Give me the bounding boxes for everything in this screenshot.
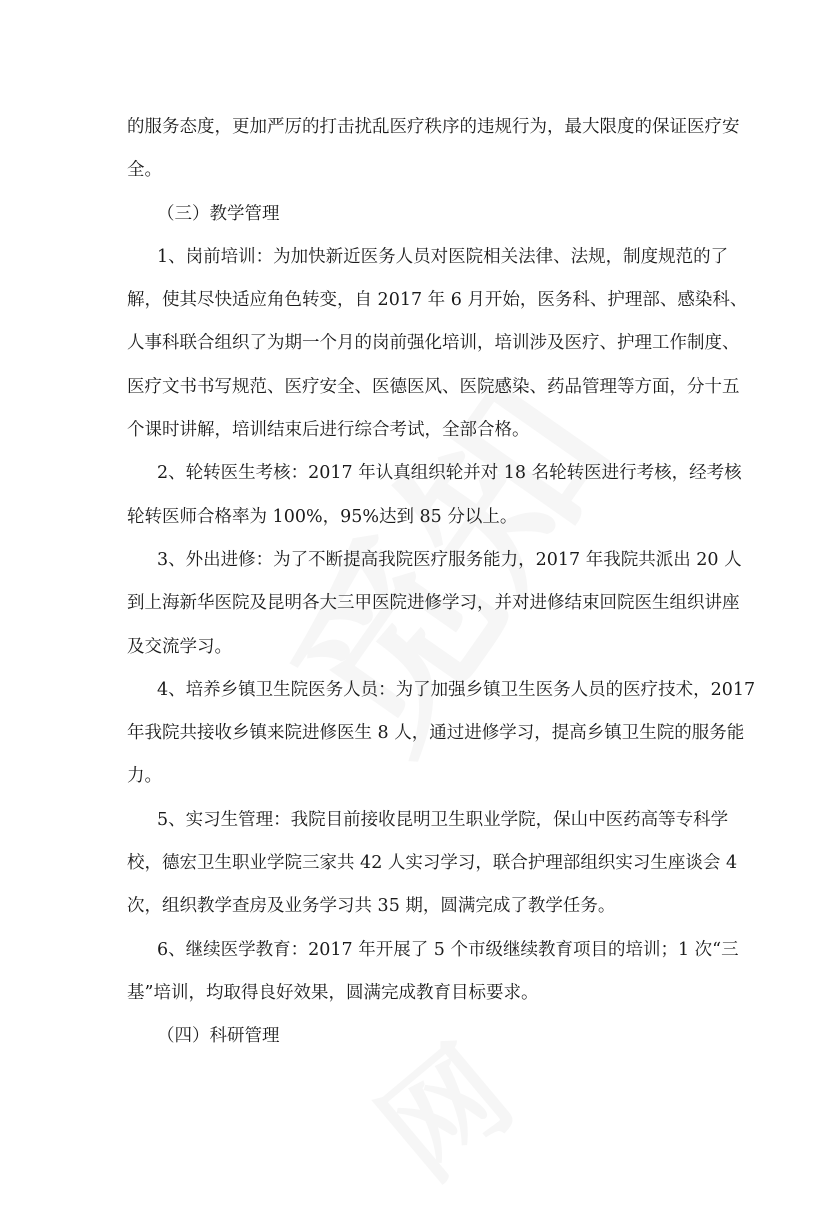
paragraph	[127, 452, 742, 539]
text-line: 到上海新华医院及昆明各大三甲医院进修学习，并对进修结束回院医生组织讲座	[127, 593, 740, 614]
paragraph	[127, 539, 742, 669]
paragraph	[127, 669, 756, 799]
text-line: 及交流学习。	[127, 636, 232, 657]
text-line: （三）教学管理	[157, 203, 280, 224]
text-line: 1、岗前培训：为加快新近医务人员对医院相关法律、法规，制度规范的了	[157, 246, 729, 267]
text-line: 个课时讲解，培训结束后进行综合考试，全部合格。	[127, 420, 530, 441]
text-line: 人事科联合组织了为期一个月的岗前强化培训，培训涉及医疗、护理工作制度、	[127, 333, 740, 354]
text-line: 轮转医师合格率为 100%，95%达到 85 分以上。	[127, 506, 518, 527]
text-line: 全。	[127, 160, 162, 181]
text-line: 医疗文书书写规范、医疗安全、医德医风、医院感染、药品管理等方面，分十五	[127, 376, 740, 397]
text-line: 2、轮转医生考核：2017 年认真组织轮并对 18 名轮转医进行考核，经考核	[157, 463, 742, 484]
paragraph	[127, 1015, 702, 1058]
paragraph	[127, 236, 748, 452]
text-line: 4、培养乡镇卫生院医务人员：为了加强乡镇卫生医务人员的医疗技术，2017	[157, 679, 756, 700]
text-line: 校，德宏卫生职业学院三家共 42 人实习学习，联合护理部组织实习生座谈会 4	[127, 853, 738, 874]
text-line: 力。	[127, 766, 162, 787]
paragraph	[127, 106, 740, 193]
text-line: 的服务态度，更加严厉的打击扰乱医疗秩序的违规行为，最大限度的保证医疗安	[127, 117, 740, 137]
text-line: 6、继续医学教育：2017 年开展了 5 个市级继续教育项目的培训；1 次“三	[157, 939, 739, 960]
text-line: 年我院共接收乡镇来院进修医生 8 人，通过进修学习，提高乡镇卫生院的服务能	[127, 723, 745, 744]
text-line: 解，使其尽快适应角色转变，自 2017 年 6 月开始，医务科、护理部、感染科、	[127, 290, 748, 311]
paragraph	[127, 193, 702, 236]
paragraph	[127, 799, 738, 929]
text-line: 3、外出进修：为了不断提高我院医疗服务能力，2017 年我院共派出 20 人	[157, 549, 742, 570]
paragraph	[127, 929, 739, 1016]
document-body	[127, 106, 756, 1059]
text-line: 基”培训，均取得良好效果，圆满完成教育目标要求。	[127, 982, 539, 1003]
text-line: 次，组织教学查房及业务学习共 35 期，圆满完成了教学任务。	[127, 896, 616, 917]
text-line: 5、实习生管理：我院目前接收昆明卫生职业学院，保山中医药高等专科学	[157, 809, 729, 830]
text-line: （四）科研管理	[157, 1026, 280, 1047]
